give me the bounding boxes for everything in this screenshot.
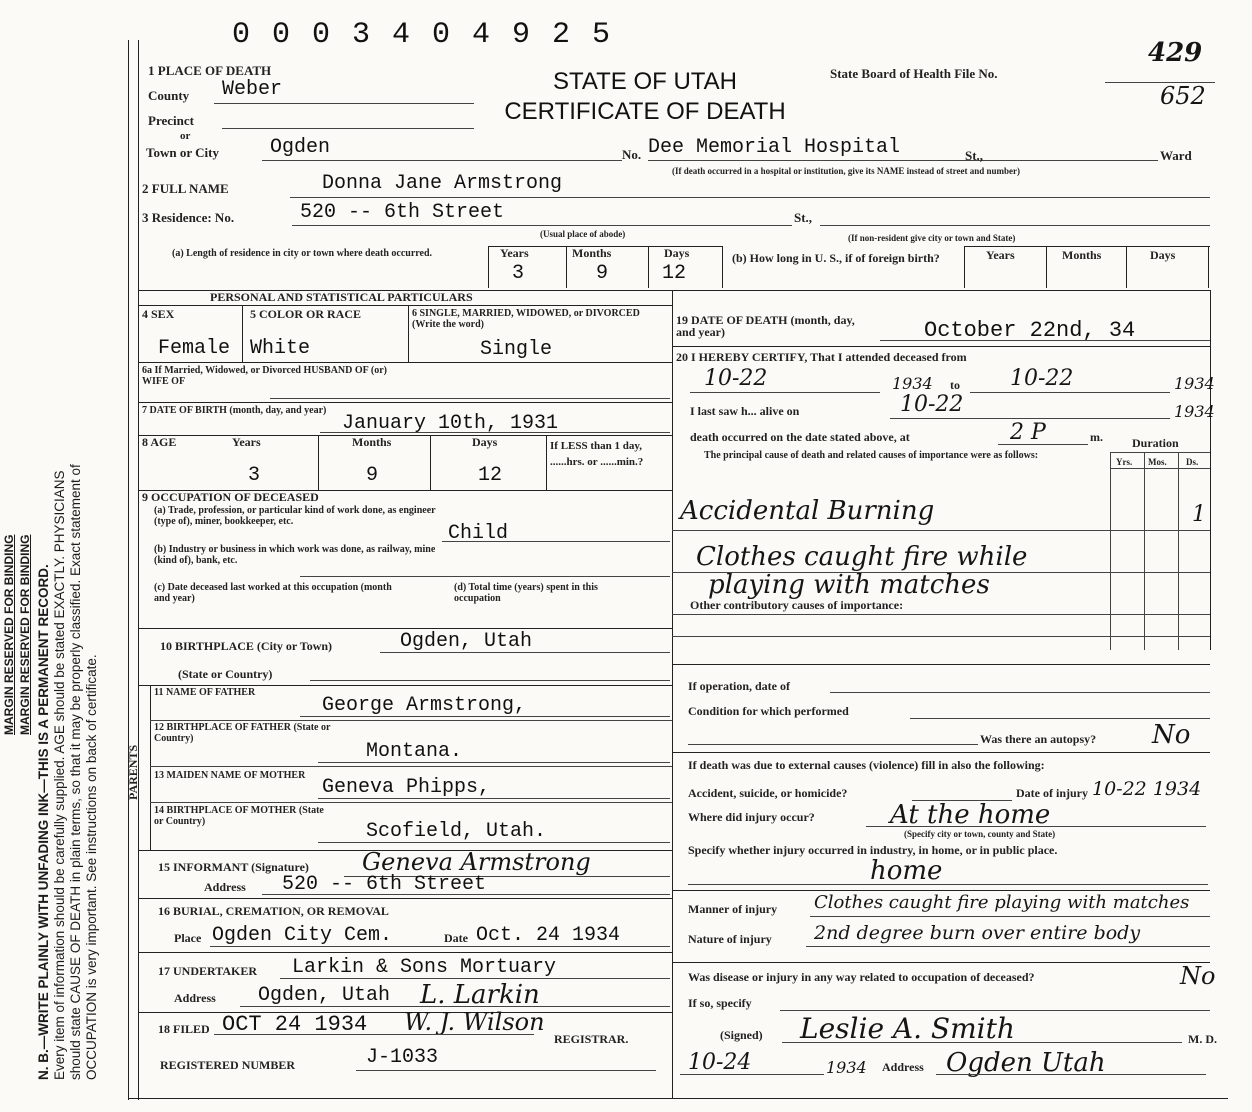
parents-side-label: PARENTS (126, 744, 140, 800)
mother-bp-value: Scofield, Utah. (366, 820, 547, 843)
registrar-label: REGISTRAR. (554, 1032, 629, 1046)
father-value: George Armstrong, (322, 694, 527, 717)
attended-year-2: 1934 (1174, 374, 1215, 393)
specify-label: Specify whether injury occurred in industry, in home, or in public place. (688, 843, 1058, 857)
cause-primary-days: 1 (1192, 502, 1206, 527)
occupation-c-label: (c) Date deceased last worked at this occupation (month and year) (154, 582, 392, 604)
cause-primary: Accidental Burning (680, 496, 935, 526)
where-value: At the home (890, 800, 1051, 830)
county-value: Weber (222, 78, 283, 101)
less-than-label: If LESS than 1 day, ......hrs. or ......min.? (550, 440, 644, 468)
condition-label: Condition for which performed (688, 704, 849, 718)
place-heading: 1 PLACE OF DEATH (148, 63, 272, 78)
file-number-top: 429 (1148, 38, 1203, 68)
full-name-label: 2 FULL NAME (142, 181, 229, 196)
res-months-value: 9 (596, 262, 609, 285)
marital-label: 6 SINGLE, MARRIED, WIDOWED, or DIVORCED (Write the word) (412, 308, 640, 330)
occurred-label: death occurred on the date stated above, at (690, 430, 910, 444)
foreign-months-header: Months (1062, 248, 1102, 262)
attended-from: 10-22 (704, 366, 768, 391)
autopsy-label: Was there an autopsy? (980, 732, 1097, 746)
accident-label: Accident, suicide, or homicide? (688, 786, 848, 800)
burial-date-label: Date (444, 931, 468, 945)
personal-heading: PERSONAL AND STATISTICAL PARTICULARS (210, 290, 473, 304)
m-label: m. (1090, 430, 1103, 444)
occupation-heading: 9 OCCUPATION OF DECEASED (142, 490, 319, 504)
residence-st-label: St., (794, 210, 813, 225)
undertaker-address-value: Ogden, Utah (258, 984, 391, 1007)
to-label: to (950, 378, 960, 392)
burial-place-value: Ogden City Cem. (212, 924, 393, 947)
residence-label: 3 Residence: No. (142, 210, 235, 225)
age-days-value: 12 (478, 464, 503, 487)
death-date-value: October 22nd, 34 (924, 318, 1136, 343)
injury-date-label: Date of injury (1016, 786, 1088, 800)
father-bp-label: 12 BIRTHPLACE OF FATHER (State or Country) (154, 722, 331, 744)
certificate-title: CERTIFICATE OF DEATH (504, 98, 786, 125)
res-years-header: Years (500, 246, 529, 260)
county-label: County (148, 88, 190, 103)
age-years-value: 3 (248, 464, 261, 487)
where-label: Where did injury occur? (688, 810, 815, 824)
burial-place-label: Place (174, 931, 202, 945)
sign-date: 10-24 (688, 1050, 752, 1075)
registrar-signature: W. J. Wilson (404, 1008, 545, 1036)
birthplace-label: 10 BIRTHPLACE (City or Town) (160, 639, 333, 653)
undertaker-signature: L. Larkin (420, 980, 540, 1010)
dob-label: 7 DATE OF BIRTH (month, day, and year) (142, 405, 327, 416)
father-label: 11 NAME OF FATHER (154, 687, 256, 698)
informant-signature: Geneva Armstrong (362, 848, 591, 876)
age-years-header: Years (232, 435, 261, 449)
color-value: White (250, 337, 311, 360)
spouse-label: 6a If Married, Widowed, or Divorced HUSBAND OF (or) WIFE OF (142, 365, 387, 387)
foreign-label: (b) How long in U. S., if of foreign birth? (732, 251, 940, 265)
autopsy-value: No (1152, 720, 1191, 750)
sex-label: 4 SEX (142, 307, 175, 321)
age-months-value: 9 (366, 464, 379, 487)
dur-yrs-header: Yrs. (1116, 457, 1133, 467)
informant-address-value: 520 -- 6th Street (282, 873, 487, 896)
occupation-a-label: (a) Trade, profession, or particular kind of work done, as engineer (type of), miner, bookkeeper, etc. (154, 505, 436, 527)
manner-label: Manner of injury (688, 902, 778, 916)
or-label: or (180, 130, 191, 142)
color-label: 5 COLOR OR RACE (250, 307, 362, 321)
precinct-label: Precinct (148, 113, 194, 128)
residence-value: 520 -- 6th Street (300, 201, 505, 224)
margin-instruction-1: N. B.—WRITE PLAINLY WITH UNFADING INK—THIS IS A PERMANENT RECORD. (36, 564, 51, 1080)
specify-value: home (870, 856, 943, 886)
age-months-header: Months (352, 435, 392, 449)
hospital-value: Dee Memorial Hospital (648, 136, 901, 159)
death-time: 2 P (1010, 420, 1046, 445)
cause-label: The principal cause of death and related causes of importance were as follows: (704, 450, 1039, 461)
sex-value: Female (158, 337, 231, 360)
margin-instruction-4: OCCUPATION is very important. See instructions on back of certificate. (84, 654, 99, 1080)
filed-date: OCT 24 1934 (222, 1012, 368, 1037)
occupation-b-label: (b) Industry or business in which work was done, as railway, mine (kind of), bank, etc. (154, 544, 436, 566)
filed-label: 18 FILED (158, 1022, 210, 1036)
sign-year: 1934 (826, 1058, 867, 1077)
res-months-header: Months (572, 246, 612, 260)
town-value: Ogden (270, 136, 331, 159)
birthplace-state-label: (State or Country) (178, 667, 273, 681)
nature-label: Nature of injury (688, 932, 772, 946)
undertaker-value: Larkin & Sons Mortuary (292, 956, 557, 979)
injury-date-value: 10-22 1934 (1092, 778, 1202, 800)
length-residence-label: (a) Length of residence in city or town where death occurred. (172, 248, 433, 259)
cause-secondary-1: Clothes caught fire while (696, 542, 1028, 572)
margin-instruction-2: Every item of information should be carefully supplied. AGE should be stated EXACTLY. PHYSICIANS (52, 470, 67, 1080)
file-number-bottom: 652 (1160, 82, 1206, 110)
father-bp-value: Montana. (366, 740, 463, 763)
undertaker-address-label: Address (174, 991, 216, 1005)
signed-label: (Signed) (720, 1028, 763, 1042)
manner-value: Clothes caught fire playing with matches (814, 892, 1190, 913)
occupation-d-label: (d) Total time (years) spent in this occupation (454, 582, 598, 604)
burial-label: 16 BURIAL, CREMATION, OR REMOVAL (158, 904, 389, 918)
registered-number-value: J-1033 (366, 1046, 439, 1069)
age-label: 8 AGE (142, 435, 177, 449)
marital-value: Single (480, 338, 553, 361)
res-years-value: 3 (512, 262, 525, 285)
dur-mos-header: Mos. (1148, 457, 1167, 467)
margin-binding-1: MARGIN RESERVED FOR BINDING (2, 534, 16, 735)
board-file-label: State Board of Health File No. (830, 66, 998, 81)
md-label: M. D. (1188, 1032, 1217, 1046)
cause-secondary-2: playing with matches (708, 570, 990, 600)
other-causes-label: Other contributory causes of importance: (690, 598, 904, 612)
town-label: Town or City (146, 145, 219, 160)
st-label: St., (965, 148, 984, 163)
occupation-value: Child (448, 522, 509, 545)
physician-signature: Leslie A. Smith (800, 1012, 1015, 1045)
registered-number-label: REGISTERED NUMBER (160, 1058, 296, 1072)
res-days-header: Days (664, 246, 690, 260)
margin-instruction-3: should state CAUSE OF DEATH in plain terms, so that it may be properly classified. Exact statement of (68, 464, 83, 1080)
attended-to: 10-22 (1010, 366, 1074, 391)
physician-address-value: Ogden Utah (946, 1048, 1106, 1078)
mother-value: Geneva Phipps, (322, 776, 491, 799)
duration-label: Duration (1132, 436, 1179, 450)
informant-label: 15 INFORMANT (Signature) (158, 860, 309, 874)
if-so-label: If so, specify (688, 996, 752, 1010)
undertaker-label: 17 UNDERTAKER (158, 964, 258, 978)
certify-label: 20 I HEREBY CERTIFY, That I attended deceased from (676, 350, 967, 364)
last-saw-year: 1934 (1174, 402, 1215, 421)
last-saw-value: 10-22 (900, 392, 964, 417)
where-note: (Specify city or town, county and State) (904, 829, 1056, 839)
foreign-days-header: Days (1150, 248, 1176, 262)
hospital-note: (If death occurred in a hospital or institution, give its NAME instead of street and number) (672, 166, 1021, 176)
attended-year-1: 1934 (892, 374, 933, 393)
ward-label: Ward (1160, 148, 1192, 163)
dob-value: January 10th, 1931 (342, 412, 559, 435)
physician-address-label: Address (882, 1060, 924, 1074)
occupation-related-value: No (1180, 962, 1216, 990)
last-saw-label: I last saw h... alive on (690, 404, 800, 418)
birthplace-value: Ogden, Utah (400, 630, 533, 653)
nonres-note: (If non-resident give city or town and State) (848, 233, 1016, 243)
occupation-related-label: Was disease or injury in any way related to occupation of deceased? (688, 970, 1035, 984)
res-days-value: 12 (662, 262, 687, 285)
death-date-label: 19 DATE OF DEATH (month, day, and year) (676, 313, 855, 339)
external-causes-label: If death was due to external causes (violence) fill in also the following: (688, 758, 1045, 772)
burial-date-value: Oct. 24 1934 (476, 924, 621, 947)
margin-binding-2: MARGIN RESERVED FOR BINDING (18, 534, 32, 735)
informant-address-label: Address (204, 880, 246, 894)
no-label: No. (622, 147, 642, 162)
mother-label: 13 MAIDEN NAME OF MOTHER (154, 770, 306, 781)
mother-bp-label: 14 BIRTHPLACE OF MOTHER (State or Country) (154, 805, 324, 827)
nature-value: 2nd degree burn over entire body (814, 922, 1141, 944)
state-title: STATE OF UTAH (553, 68, 737, 95)
certificate-number: 0 0 0 3 4 0 4 9 2 5 (232, 18, 613, 52)
dur-ds-header: Ds. (1186, 457, 1199, 467)
foreign-years-header: Years (986, 248, 1015, 262)
abode-note: (Usual place of abode) (540, 229, 626, 239)
operation-label: If operation, date of (688, 679, 790, 693)
age-days-header: Days (472, 435, 498, 449)
full-name-value: Donna Jane Armstrong (322, 172, 563, 195)
